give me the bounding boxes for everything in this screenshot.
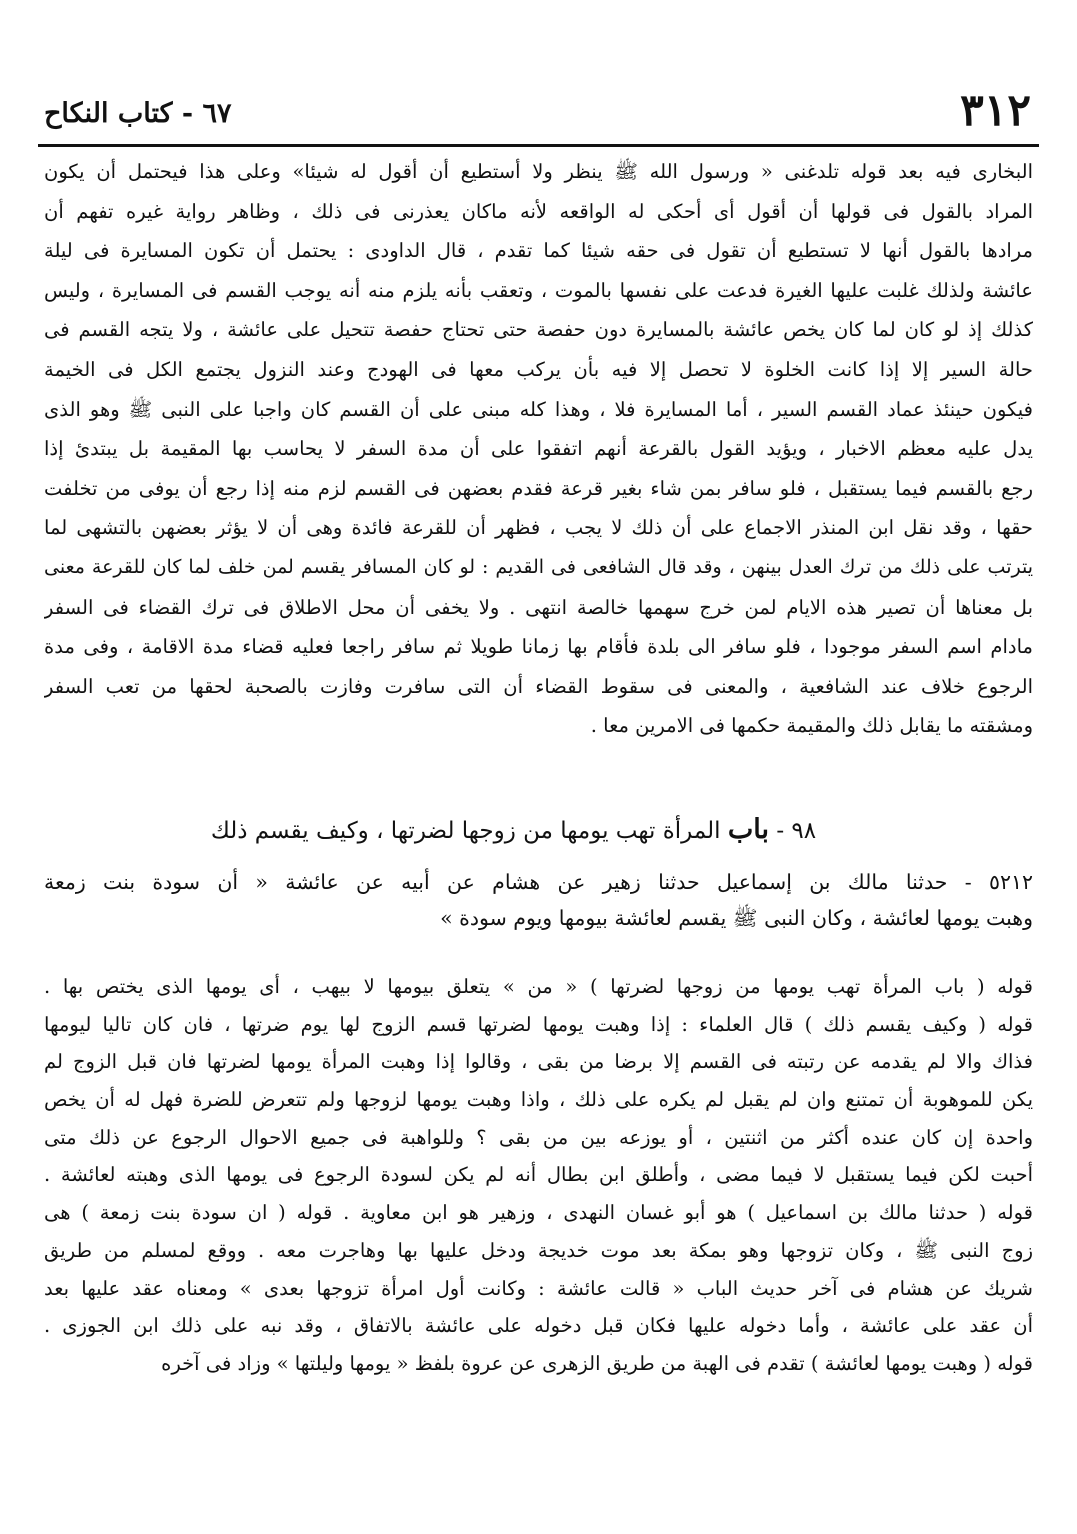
commentary-line: قوله ( حدثنا مالك بن اسماعيل ) هو أبو غسان النهدى ، وزهير هو ابن معاوية . قوله ( ان سودة بنت زمعة ) هى bbox=[44, 1201, 1033, 1225]
commentary-line: شريك عن هشام فى آخر حديث الباب « قالت عائشة : وكانت أول امرأة تزوجها بعدى » ومعناه عقد عليها بعد bbox=[44, 1276, 1033, 1300]
commentary-line: أن عقد على عائشة ، وأما دخوله عليها فكان قبل دخوله على عائشة بالاتفاق ، وقد نبه على ذلك ابن الجوزى . bbox=[44, 1314, 1033, 1338]
commentary-line: أحبت لكن فيما يستقبل لا فيما مضى ، وأطلق ابن بطال أنه لم يكن لسودة الرجوع فى يومها الذى وهبته لعائشة . bbox=[44, 1163, 1033, 1187]
chapter-bab-label: باب bbox=[727, 814, 770, 845]
chapter-heading bbox=[150, 810, 877, 850]
commentary-line: ومشقته ما يقابل ذلك والمقيمة حكمها فى الامرين معا . bbox=[590, 714, 1033, 738]
commentary-line: الرجوع خلاف عند الشافعية ، والمعنى فى سقوط القضاء أن التى سافرت وفازت بالصحبة لحقها من تعب السفر bbox=[44, 674, 1033, 698]
commentary-line: يترتب على ذلك من ترك العدل بينهن ، وقد قال الشافعى فى القديم : لو كان المسافر يقسم لمن خلف لما كان للقرعة معنى bbox=[44, 555, 1033, 578]
commentary-line: مادام اسم السفر موجودا ، فلو سافر الى بلدة فأقام بها زمانا طويلا ثم سافر راجعا فعليه قضاء مدة الاقامة ، وفى مدة bbox=[44, 635, 1033, 659]
commentary-block-2 bbox=[44, 968, 1033, 1383]
chapter-number: ٩٨ - bbox=[776, 818, 817, 844]
commentary-line: عائشة ولذلك غلبت عليها الغيرة فدعت على نفسها بالموت ، وتعقب بأنه يلزم منه أنه يوجب القسم فى المسايرة ، وليس bbox=[44, 278, 1033, 302]
commentary-line: حالة السير إلا إذا كانت الخلوة لا تحصل إلا فيه بأن يركب معها فى الهودج وعند النزول يجتمع الكل فى الخيمة bbox=[44, 357, 1033, 381]
commentary-line: واحدة إن كان عنده أكثر من اثنتين ، أو يوزعه بين من بقى ؟ وللواهبة فى جميع الاحوال الرجوع عن ذلك متى bbox=[44, 1125, 1033, 1149]
hadith-line: وهبت يومها لعائشة ، وكان النبى ﷺ يقسم لعائشة بيومها ويوم سودة » bbox=[440, 906, 1033, 930]
page-number: ٣١٢ bbox=[960, 85, 1031, 136]
commentary-line: فيكون حينئذ عماد القسم السير ، أما المسايرة فلا ، وهذا كله مبنى على أن القسم كان واجبا على النبى ﷺ وهو الذى bbox=[44, 397, 1033, 421]
commentary-line: كذلك إذ لو كان لما كان يخص عائشة بالمسايرة دون حفصة حتى تحتاج حفصة تتحيل على عائشة ، ولا يتجه القسم فى bbox=[44, 318, 1033, 342]
hadith-line: ٥٢١٢ - حدثنا مالك بن إسماعيل حدثنا زهير عن هشام عن أبيه عن عائشة « أن سودة بنت زمعة bbox=[44, 870, 1033, 894]
commentary-line: حقها ، وقد نقل ابن المنذر الاجماع على أن ذلك لا يجب ، فظهر أن للقرعة فائدة وهى أن لا يؤثر بعضهن بالتشهى لما bbox=[44, 516, 1033, 540]
header-rule bbox=[38, 144, 1039, 147]
commentary-line: قوله ( وكيف يقسم ذلك ) قال العلماء : إذا وهبت يومها لضرتها قسم الزوج لها يوم ضرتها ، فان كان تاليا ليومها bbox=[44, 1012, 1033, 1036]
commentary-line: البخارى فيه بعد قوله تلدغنى « ورسول الله ﷺ ينظر ولا أستطيع أن أقول له شيئا» وعلى هذا فيحتمل أن يكون bbox=[44, 160, 1033, 183]
commentary-line: قوله ( باب المرأة تهب يومها من زوجها لضرتها ) « من » يتعلق بيومها لا بيهب ، أى يومها الذى يختص بها . bbox=[44, 975, 1033, 998]
commentary-line: فذاك والا لم يقدمه عن رتبته فى القسم إلا برضا من بقى ، وقالوا إذا وهبت المرأة يومها لضرتها فان قبل الزوج لم bbox=[44, 1050, 1033, 1074]
book-title: ٦٧ - كتاب النكاح bbox=[44, 98, 232, 129]
running-head bbox=[40, 84, 1037, 138]
commentary-block-1 bbox=[44, 152, 1033, 746]
hadith-text bbox=[44, 864, 1033, 936]
commentary-line: رجع بالقسم فيما يستقبل ، فلو سافر بمن شاء بغير قرعة فقدم بعضهن فى القسم لزم منه إذا رجع أن يوفى من تخلفت bbox=[44, 476, 1033, 500]
commentary-line: مرادها بالقول أنها لا تستطيع أن تقول فى حقه شيئا كما تقدم ، قال الداودى : يحتمل أن تكون المسايرة فى ليلة bbox=[44, 239, 1033, 263]
chapter-title: المرأة تهب يومها من زوجها لضرتها ، وكيف يقسم ذلك bbox=[210, 818, 721, 844]
commentary-line: قوله ( وهبت يومها لعائشة ) تقدم فى الهبة من طريق الزهرى عن عروة بلفظ « يومها وليلتها » وزاد فى آخره bbox=[161, 1351, 1033, 1375]
commentary-line: يدل عليه معظم الاخبار ، ويؤيد القول بالقرعة أنهم اتفقوا على أن مدة السفر لا يحاسب بها المقيمة بل يبتدئ إذا bbox=[44, 437, 1033, 461]
commentary-line: يكن للموهوبة أن تمتنع وان لم يقبل لم يكره على ذلك ، واذا وهبت يومها لزوجها ولم تتعرض للضرة فهل له أن يخص bbox=[44, 1088, 1033, 1112]
commentary-line: زوج النبى ﷺ ، وكان تزوجها وهو بمكة بعد موت خديجة ودخل عليها بها وهاجرت معه . ووقع لمسلم من طريق bbox=[44, 1238, 1033, 1262]
commentary-line: المراد بالقول فى قولها أن أقول أى أحكى له الواقعه لأنه ماكان يعذرنى فى ذلك ، وظاهر رواية غيره تفهم أن bbox=[44, 199, 1033, 223]
commentary-line: بل معناها أن تصير هذه الايام لمن خرج سهمها خالصة انتهى . ولا يخفى أن محل الاطلاق فى ترك القضاء فى السفر bbox=[44, 595, 1033, 619]
